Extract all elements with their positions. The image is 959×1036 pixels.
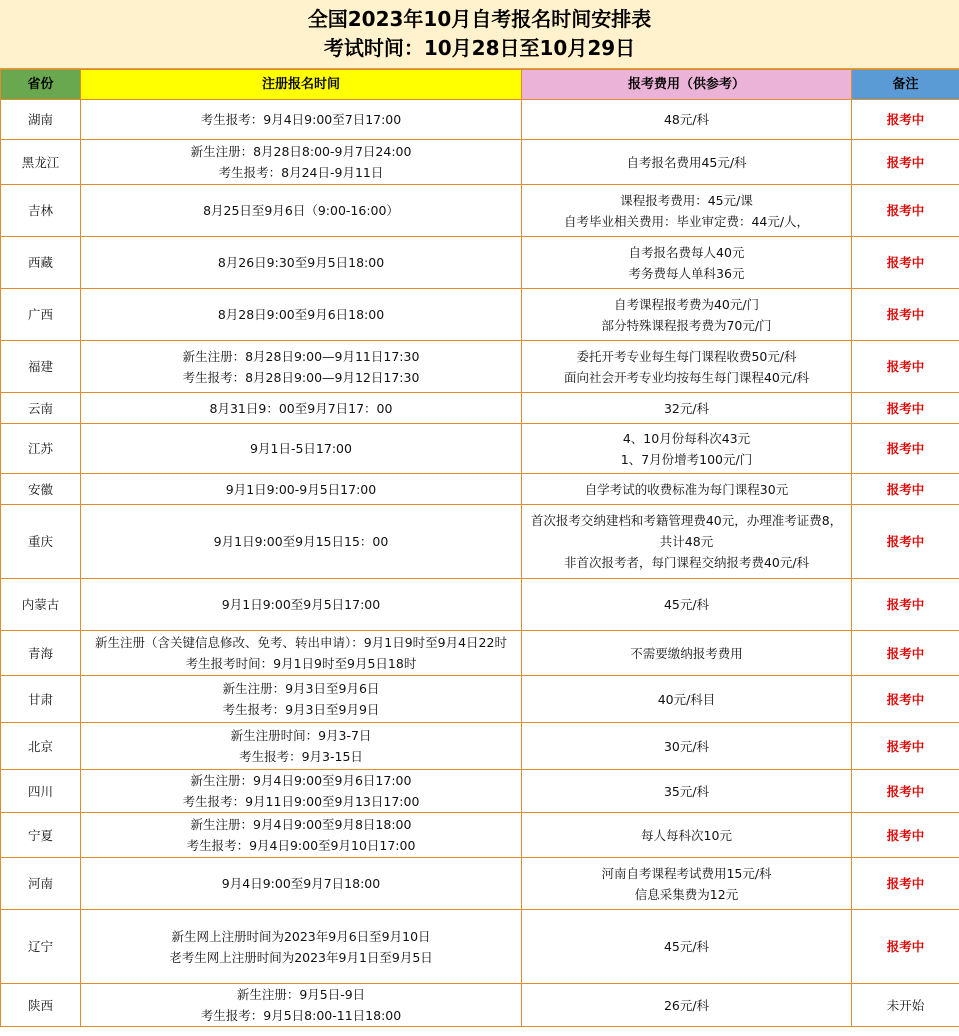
- fee-line: 首次报考交纳建档和考籍管理费40元，办理准考证费8，: [530, 513, 843, 528]
- fee-cell: [522, 140, 852, 185]
- table-row: [1, 393, 959, 424]
- table-row: [1, 770, 959, 813]
- table-row: [1, 579, 959, 631]
- fee-line: 自考报名费用45元/科: [626, 154, 747, 170]
- header-row: [1, 70, 959, 100]
- header-fee: 报考费用（供参考）: [522, 70, 852, 100]
- province-cell: 安徽: [1, 474, 81, 505]
- registration-time-cell: [81, 100, 522, 140]
- province-cell: 甘肃: [1, 676, 81, 723]
- registration-time-line: 考生报考：9月11日9:00至9月13日17:00: [182, 794, 420, 809]
- registration-time-line: 8月31日9：00至9月7日17：00: [209, 400, 393, 416]
- registration-time-line: 新生注册：8月28日9:00—9月11日17:30: [182, 348, 420, 364]
- fee-line: 自学考试的收费标准为每门课程30元: [584, 481, 789, 497]
- province-cell: 内蒙古: [1, 579, 81, 631]
- fee-line: 35元/科: [663, 783, 710, 799]
- province-cell: 辽宁: [1, 910, 81, 984]
- fee-cell: [522, 237, 852, 289]
- fee-cell: [522, 393, 852, 424]
- registration-time-cell: [81, 185, 522, 237]
- fee-cell: [522, 341, 852, 393]
- province-cell: 黑龙江: [1, 140, 81, 185]
- province-cell: 湖南: [1, 100, 81, 140]
- registration-time-cell: [81, 723, 522, 770]
- registration-time-cell: [81, 770, 522, 813]
- registration-time-line: 考生报考：9月3日至9月9日: [222, 702, 380, 717]
- title-exam-time: 考试时间：10月28日至10月29日: [323, 36, 636, 60]
- province-cell: 北京: [1, 723, 81, 770]
- registration-time-line: 8月26日9:30至9月5日18:00: [217, 255, 385, 270]
- province-cell: 宁夏: [1, 813, 81, 858]
- table-row: [1, 676, 959, 723]
- fee-line: 委托开考专业每生每门课程收费50元/科: [576, 348, 797, 364]
- fee-line: 每人每科次10元: [641, 827, 732, 843]
- fee-line: 共计48元: [659, 534, 714, 549]
- status-badge: 报考中: [852, 676, 959, 723]
- fee-cell: [522, 910, 852, 984]
- status-badge: 报考中: [852, 237, 959, 289]
- table-row: [1, 474, 959, 505]
- province-cell: 云南: [1, 393, 81, 424]
- fee-line: 非首次报考者，每门课程交纳报考费40元/科: [563, 555, 810, 570]
- table-row: [1, 100, 959, 140]
- registration-time-line: 老考生网上注册时间为2023年9月1日至9月5日: [169, 949, 433, 965]
- table-row: [1, 984, 959, 1027]
- registration-time-line: 新生注册（含关键信息修改、免考、转出申请）：9月1日9时至9月4日22时: [95, 635, 507, 650]
- status-badge: 报考中: [852, 505, 959, 579]
- province-cell: 河南: [1, 858, 81, 910]
- fee-cell: [522, 984, 852, 1027]
- fee-line: 部分特殊课程报考费为70元/门: [601, 317, 772, 333]
- status-badge: 报考中: [852, 579, 959, 631]
- status-badge: 报考中: [852, 631, 959, 676]
- status-badge: 报考中: [852, 858, 959, 910]
- fee-cell: [522, 631, 852, 676]
- registration-time-cell: [81, 474, 522, 505]
- registration-time-line: 考生报考：9月4日9:00至9月10日17:00: [186, 838, 416, 853]
- title-main: 全国2023年10月自考报名时间安排表: [307, 7, 652, 31]
- fee-line: 河南自考课程考试费用15元/科: [601, 865, 772, 881]
- fee-line: 30元/科: [663, 738, 710, 754]
- status-badge: 报考中: [852, 100, 959, 140]
- registration-time-cell: [81, 984, 522, 1027]
- registration-time-line: 新生注册：9月4日9:00至9月8日18:00: [190, 817, 412, 832]
- registration-time-line: 新生网上注册时间为2023年9月6日至9月10日: [171, 928, 431, 944]
- fee-line: 32元/科: [663, 400, 710, 416]
- status-badge: 报考中: [852, 910, 959, 984]
- fee-line: 45元/科: [663, 597, 710, 612]
- status-badge: 报考中: [852, 341, 959, 393]
- registration-time-line: 9月1日9:00至9月15日15：00: [213, 534, 389, 549]
- registration-time-cell: [81, 289, 522, 341]
- table-row: [1, 910, 959, 984]
- header-note: 备注: [852, 70, 959, 100]
- registration-table: [0, 69, 959, 1027]
- province-cell: 重庆: [1, 505, 81, 579]
- header-registration-time: 注册报名时间: [81, 70, 522, 100]
- registration-time-line: 考生报考：9月3-15日: [239, 749, 363, 764]
- fee-line: 不需要缴纳报考费用: [630, 645, 743, 661]
- registration-time-line: 新生注册：8月28日8:00-9月7日24:00: [190, 144, 412, 159]
- registration-time-cell: [81, 579, 522, 631]
- fee-line: 45元/科: [663, 939, 710, 954]
- province-cell: 福建: [1, 341, 81, 393]
- fee-line: 面向社会开考专业均按每生每门课程40元/科: [563, 369, 810, 385]
- table-row: [1, 289, 959, 341]
- fee-cell: [522, 185, 852, 237]
- fee-cell: [522, 424, 852, 474]
- registration-time-cell: [81, 140, 522, 185]
- registration-time-cell: [81, 813, 522, 858]
- table-row: [1, 140, 959, 185]
- fee-line: 考务费每人单科36元: [628, 265, 745, 281]
- registration-time-line: 考生报考：9月4日9:00至7日17:00: [200, 112, 402, 127]
- fee-line: 自考报名费每人40元: [628, 244, 745, 260]
- registration-time-line: 考生报考：8月24日-9月11日: [218, 165, 384, 180]
- status-badge: 报考中: [852, 723, 959, 770]
- registration-time-line: 9月4日9:00至9月7日18:00: [221, 876, 381, 891]
- fee-cell: [522, 579, 852, 631]
- registration-time-cell: [81, 424, 522, 474]
- fee-cell: [522, 676, 852, 723]
- province-cell: 吉林: [1, 185, 81, 237]
- fee-line: 自考毕业相关费用：毕业审定费：44元/人，: [563, 213, 810, 229]
- fee-cell: [522, 505, 852, 579]
- fee-line: 1、7月份增考100元/门: [620, 451, 753, 467]
- registration-time-line: 8月28日9:00至9月6日18:00: [217, 307, 385, 322]
- registration-time-line: 8月25日至9月6日（9:00-16:00）: [203, 203, 399, 218]
- registration-time-cell: [81, 910, 522, 984]
- registration-time-line: 新生注册：9月4日9:00至9月6日17:00: [190, 773, 412, 788]
- registration-time-cell: [81, 631, 522, 676]
- table-row: [1, 631, 959, 676]
- table-row: [1, 341, 959, 393]
- fee-line: 信息采集费为12元: [634, 886, 739, 902]
- fee-cell: [522, 289, 852, 341]
- status-badge: 报考中: [852, 770, 959, 813]
- registration-time-line: 新生注册：9月5日-9日: [236, 987, 366, 1002]
- registration-time-cell: [81, 858, 522, 910]
- fee-line: 40元/科目: [657, 691, 716, 707]
- status-badge: 未开始: [852, 984, 959, 1027]
- table-row: [1, 813, 959, 858]
- fee-cell: [522, 858, 852, 910]
- status-badge: 报考中: [852, 185, 959, 237]
- registration-time-cell: [81, 676, 522, 723]
- registration-time-cell: [81, 237, 522, 289]
- registration-time-line: 考生报考：9月5日8:00-11日18:00: [200, 1008, 402, 1023]
- fee-cell: [522, 100, 852, 140]
- registration-time-line: 新生注册时间：9月3-7日: [230, 728, 372, 743]
- registration-time-cell: [81, 341, 522, 393]
- status-badge: 报考中: [852, 289, 959, 341]
- registration-time-line: 考生报考：8月28日9:00—9月12日17:30: [182, 369, 420, 385]
- header-province: 省份: [1, 70, 81, 100]
- province-cell: 四川: [1, 770, 81, 813]
- table-row: [1, 858, 959, 910]
- fee-line: 课程报考费用：45元/课: [620, 192, 753, 208]
- status-badge: 报考中: [852, 813, 959, 858]
- province-cell: 西藏: [1, 237, 81, 289]
- fee-line: 48元/科: [663, 112, 710, 127]
- province-cell: 陕西: [1, 984, 81, 1027]
- registration-time-line: 9月1日9:00-9月5日17:00: [225, 481, 377, 497]
- fee-cell: [522, 813, 852, 858]
- table-row: [1, 723, 959, 770]
- table-row: [1, 424, 959, 474]
- table-row: [1, 237, 959, 289]
- registration-time-line: 新生注册：9月3日至9月6日: [222, 681, 380, 696]
- status-badge: 报考中: [852, 424, 959, 474]
- registration-time-cell: [81, 393, 522, 424]
- status-badge: 报考中: [852, 474, 959, 505]
- registration-time-line: 考生报考时间：9月1日9时至9月5日18时: [185, 656, 417, 671]
- status-badge: 报考中: [852, 393, 959, 424]
- fee-cell: [522, 723, 852, 770]
- province-cell: 江苏: [1, 424, 81, 474]
- registration-time-line: 9月1日9:00至9月5日17:00: [221, 597, 381, 612]
- province-cell: 广西: [1, 289, 81, 341]
- fee-line: 26元/科: [663, 997, 710, 1013]
- sheet-title: [0, 0, 959, 69]
- province-cell: 青海: [1, 631, 81, 676]
- registration-time-cell: [81, 505, 522, 579]
- table-row: [1, 185, 959, 237]
- fee-cell: [522, 474, 852, 505]
- fee-line: 自考课程报考费为40元/门: [613, 296, 760, 312]
- table-row: [1, 505, 959, 579]
- status-badge: 报考中: [852, 140, 959, 185]
- fee-cell: [522, 770, 852, 813]
- fee-line: 4、10月份每科次43元: [622, 430, 751, 446]
- registration-time-line: 9月1日-5日17:00: [250, 441, 352, 456]
